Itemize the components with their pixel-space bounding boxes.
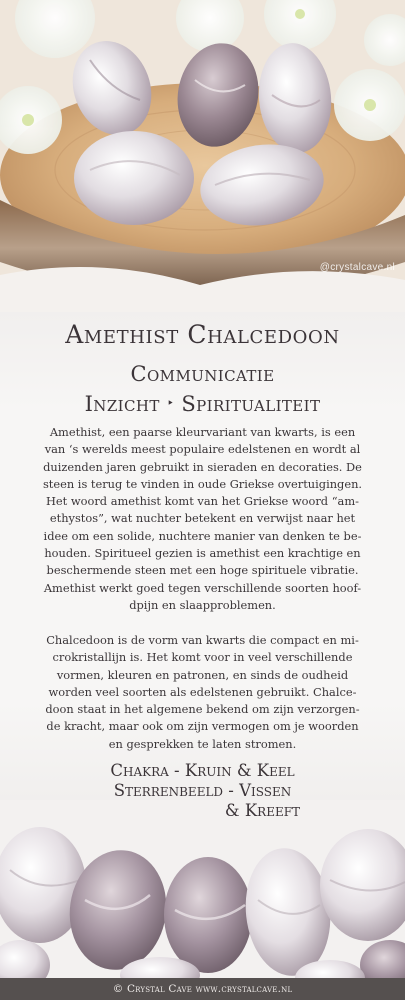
paragraph-line: crokristallijn is. Het komt voor in veel verschillende <box>52 650 353 665</box>
zodiac-line-continued: & Kreeft <box>224 801 301 820</box>
top-crystal-photo <box>0 0 405 312</box>
zodiac-line: Sterrenbeeld - Vissen <box>113 781 292 800</box>
chalcedoon-paragraph <box>18 632 387 753</box>
paragraph-line: Chalcedoon is de vorm van kwarts die compact en mi- <box>46 633 359 647</box>
paragraph-line: de kracht, maar ook om zijn vermogen om je woorden <box>46 719 359 734</box>
paragraph-line: ethystos”, wat nuchter betekent en verwijst naar het <box>49 511 356 526</box>
subtitle-communicatie: Communicatie <box>130 362 275 386</box>
bottom-crystal-photo <box>0 800 405 978</box>
paragraph-line: steen is terug te vinden in oude Griekse overtuigingen. <box>42 476 363 491</box>
paragraph-line: Het woord amethist komt van het Griekse woord “am- <box>46 494 359 509</box>
paragraph-line: vormen, kleuren en patronen, en sinds de oudheid <box>56 667 349 682</box>
footer-copyright: © Crystal Cave www.crystalcave.nl <box>0 978 405 1000</box>
amethist-paragraph <box>18 424 387 614</box>
subtitle-inzicht: Inzicht <box>84 392 160 416</box>
page-title: Amethist Chalcedoon <box>65 320 340 349</box>
paragraph-line: idee om een solide, nuchtere manier van denken te be- <box>43 528 362 543</box>
paragraph-line: Amethist werkt goed tegen verschillende soorten hoof- <box>43 580 362 595</box>
paragraph-line: van ‘s werelds meest populaire edelstenen en wordt al <box>44 442 361 457</box>
paragraph-line: doon staat in het algemene bekend om zijn verzorgen- <box>45 702 360 717</box>
paragraph-line: dpijn en slaapproblemen. <box>129 597 276 612</box>
crystal-row-illustration <box>0 800 405 978</box>
paragraph-line: worden veel soorten als edelstenen gebruikt. Chalce- <box>48 684 357 699</box>
subtitle-inzicht-spiritualiteit <box>0 394 405 415</box>
paragraph-line: houden. Spiritueel gezien is amethist een krachtige en <box>44 546 361 561</box>
paragraph-line: beschermende steen met een hoge spirituele vibratie. <box>46 563 359 578</box>
paragraph-line: en gesprekken te laten stromen. <box>108 736 297 751</box>
paragraph-line: Amethist, een paarse kleurvariant van kwarts, is een <box>49 425 356 439</box>
subtitle-separator: ‣ <box>166 396 175 410</box>
chakra-line: Chakra - Kruin & Keel <box>110 761 295 780</box>
subtitle-spiritualiteit: Spiritualiteit <box>181 392 321 416</box>
paragraph-line: duizenden jaren gebruikt in sieraden en decoraties. De <box>43 459 362 474</box>
instagram-watermark: @crystalcave.nl <box>319 262 395 273</box>
